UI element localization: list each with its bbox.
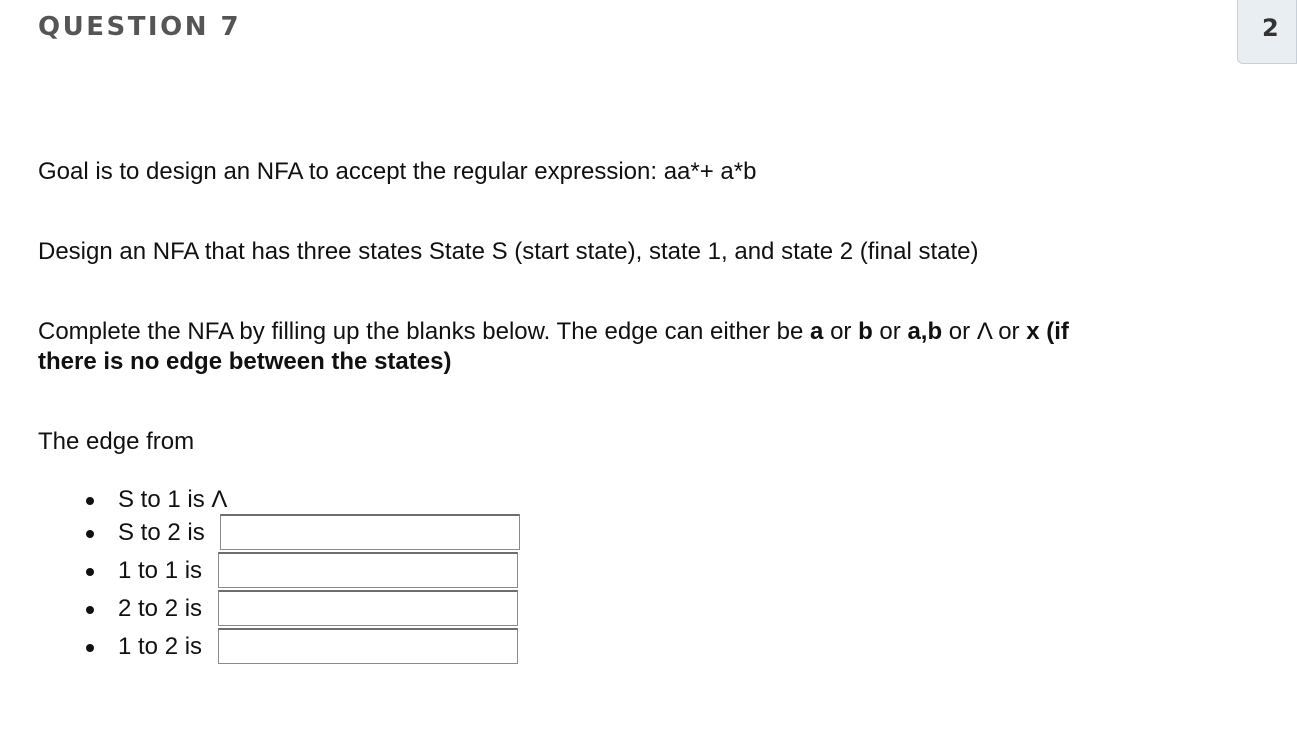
instructions-or-3: or Λ or [942, 318, 1027, 345]
edge-intro: The edge from [38, 428, 195, 455]
bullet-icon [86, 497, 94, 505]
question-title: QUESTION 7 [38, 12, 242, 42]
bullet-icon [86, 644, 94, 652]
edge-label: 1 to 2 is [118, 633, 203, 660]
option-a: a [810, 318, 824, 345]
option-x: x (if [1026, 318, 1069, 345]
edge-1-to-1-input[interactable] [218, 552, 518, 588]
edge-2-to-2-input[interactable] [218, 590, 518, 626]
instructions-line2: there is no edge between the states) [38, 348, 452, 375]
points-tab-label: 2 [1262, 14, 1279, 42]
goal-text: Goal is to design an NFA to accept the regular expression: aa*+ a*b [38, 158, 757, 185]
bullet-icon [86, 568, 94, 576]
option-b: b [858, 318, 873, 345]
edge-s-to-2-input[interactable] [220, 514, 520, 550]
bullet-icon [86, 606, 94, 614]
instructions-or-2: or [872, 318, 908, 345]
instructions-text [38, 317, 1069, 377]
points-tab[interactable] [1237, 0, 1297, 64]
instructions-part1: Complete the NFA by filling up the blanks below. The edge can either be [38, 318, 811, 345]
edge-label: 1 to 1 is [118, 557, 203, 584]
instructions-or-1: or [823, 318, 859, 345]
edge-label: 2 to 2 is [118, 595, 203, 622]
edge-label: S to 2 is [118, 519, 205, 546]
option-ab: a,b [907, 318, 943, 345]
edge-label: S to 1 is Λ [118, 486, 228, 513]
edge-1-to-2-input[interactable] [218, 628, 518, 664]
bullet-icon [86, 530, 94, 538]
edge-item-1-to-2 [86, 633, 546, 674]
design-text: Design an NFA that has three states State S (start state), state 1, and state 2 (final state) [38, 238, 979, 265]
